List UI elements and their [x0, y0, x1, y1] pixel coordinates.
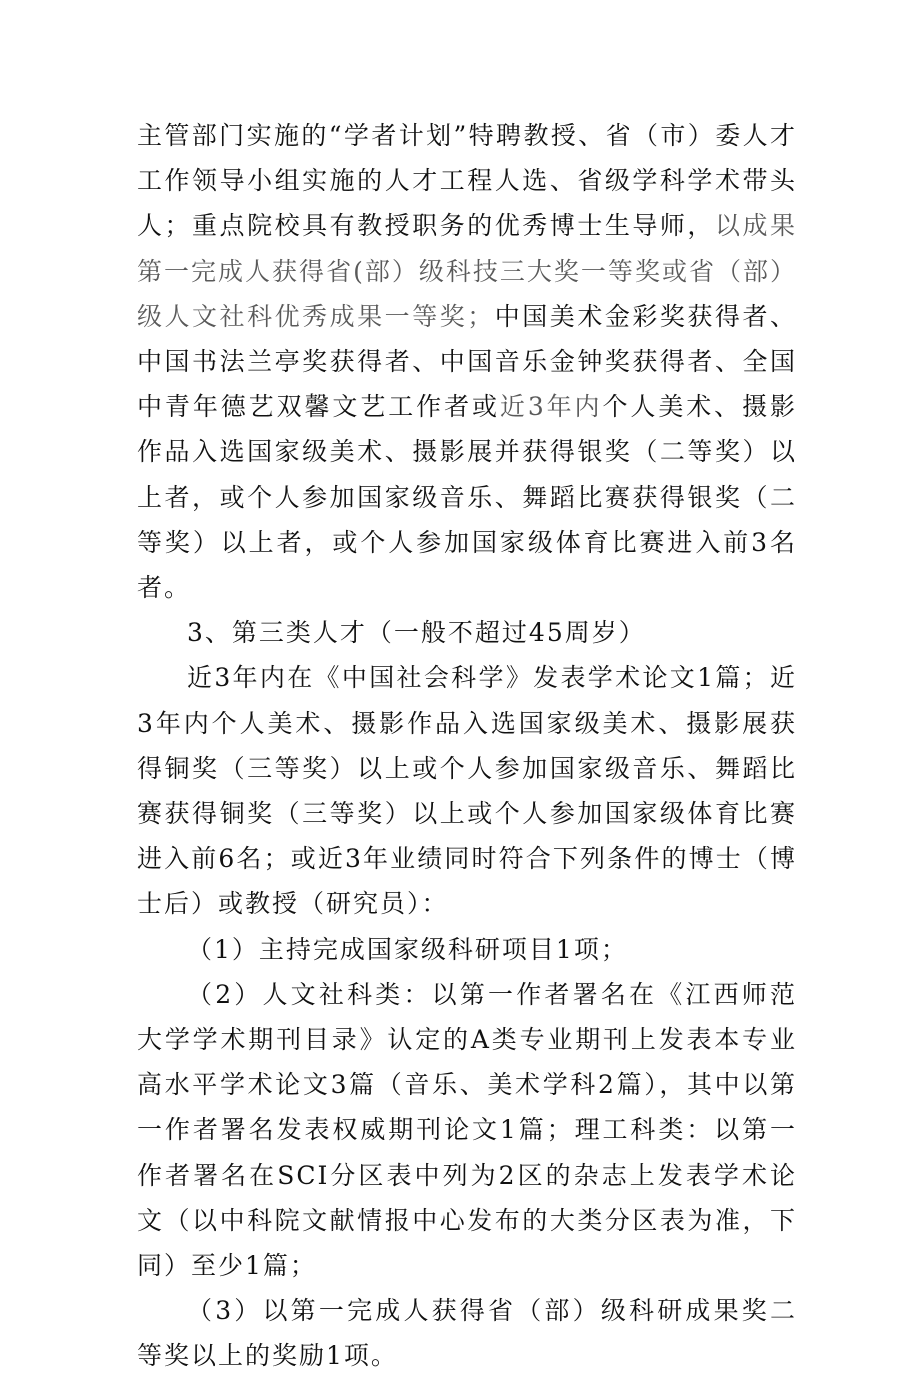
- list-item-condition-2: （2）人文社科类：以第一作者署名在《江西师范大学学术期刊目录》认定的A类专业期刊上发表本专业高水平学术论文3篇（音乐、美术学科2篇），其中以第一作者署名发表权威期刊论文1篇；理工科类：以第一作者署名在SCI分区表中列为2区的杂志上发表学术论文（以中科院文献情报中心发布的大类分区表为准，下同）至少1篇；: [137, 979, 797, 1281]
- text-run: 中国美术金彩奖获得者、中国书法兰亭奖获得者、中国音乐金钟奖获得者、全国中青年德艺双馨文艺工作者或: [137, 301, 797, 422]
- paragraph-talent-category-2-criteria: [137, 113, 797, 610]
- text-run: 个人美术、摄影作品入选国家级美术、摄影展并获得银奖（二等奖）以上者，或个人参加国家级音乐、舞蹈比赛获得银奖（二等奖）以上者，或个人参加国家级体育比赛进入前3名者。: [137, 392, 797, 603]
- text-run-gray: 近3年内: [499, 392, 603, 422]
- text-run-gray: 以成果第一完成人获得省(部）级科技三大奖一等奖或省（部）级人文社科优秀成果一等奖；: [137, 211, 797, 331]
- text-run: 主管部门实施的“学者计划”特聘教授、省（市）委人才工作领导小组实施的人才工程人选、省级学科学术带头人；重点院校具有教授职务的优秀博士生导师，: [137, 121, 797, 241]
- list-item-condition-1: （1）主持完成国家级科研项目1项；: [187, 934, 628, 964]
- list-item-condition-3: （3）以第一完成人获得省（部）级科研成果奖二等奖以上的奖励1项。: [137, 1296, 797, 1371]
- section-heading-talent-category-3: 3、第三类人才（一般不超过45周岁）: [187, 618, 646, 648]
- paragraph-category-3-criteria: 近3年内在《中国社会科学》发表学术论文1篇；近3年内个人美术、摄影作品入选国家级美术、摄影展获得铜奖（三等奖）以上或个人参加国家级音乐、舞蹈比赛获得铜奖（三等奖）以上或个人参加国家级体育比赛进入前6名；或近3年业绩同时符合下列条件的博士（博士后）或教授（研究员）：: [137, 663, 797, 919]
- document-body: [137, 113, 797, 1379]
